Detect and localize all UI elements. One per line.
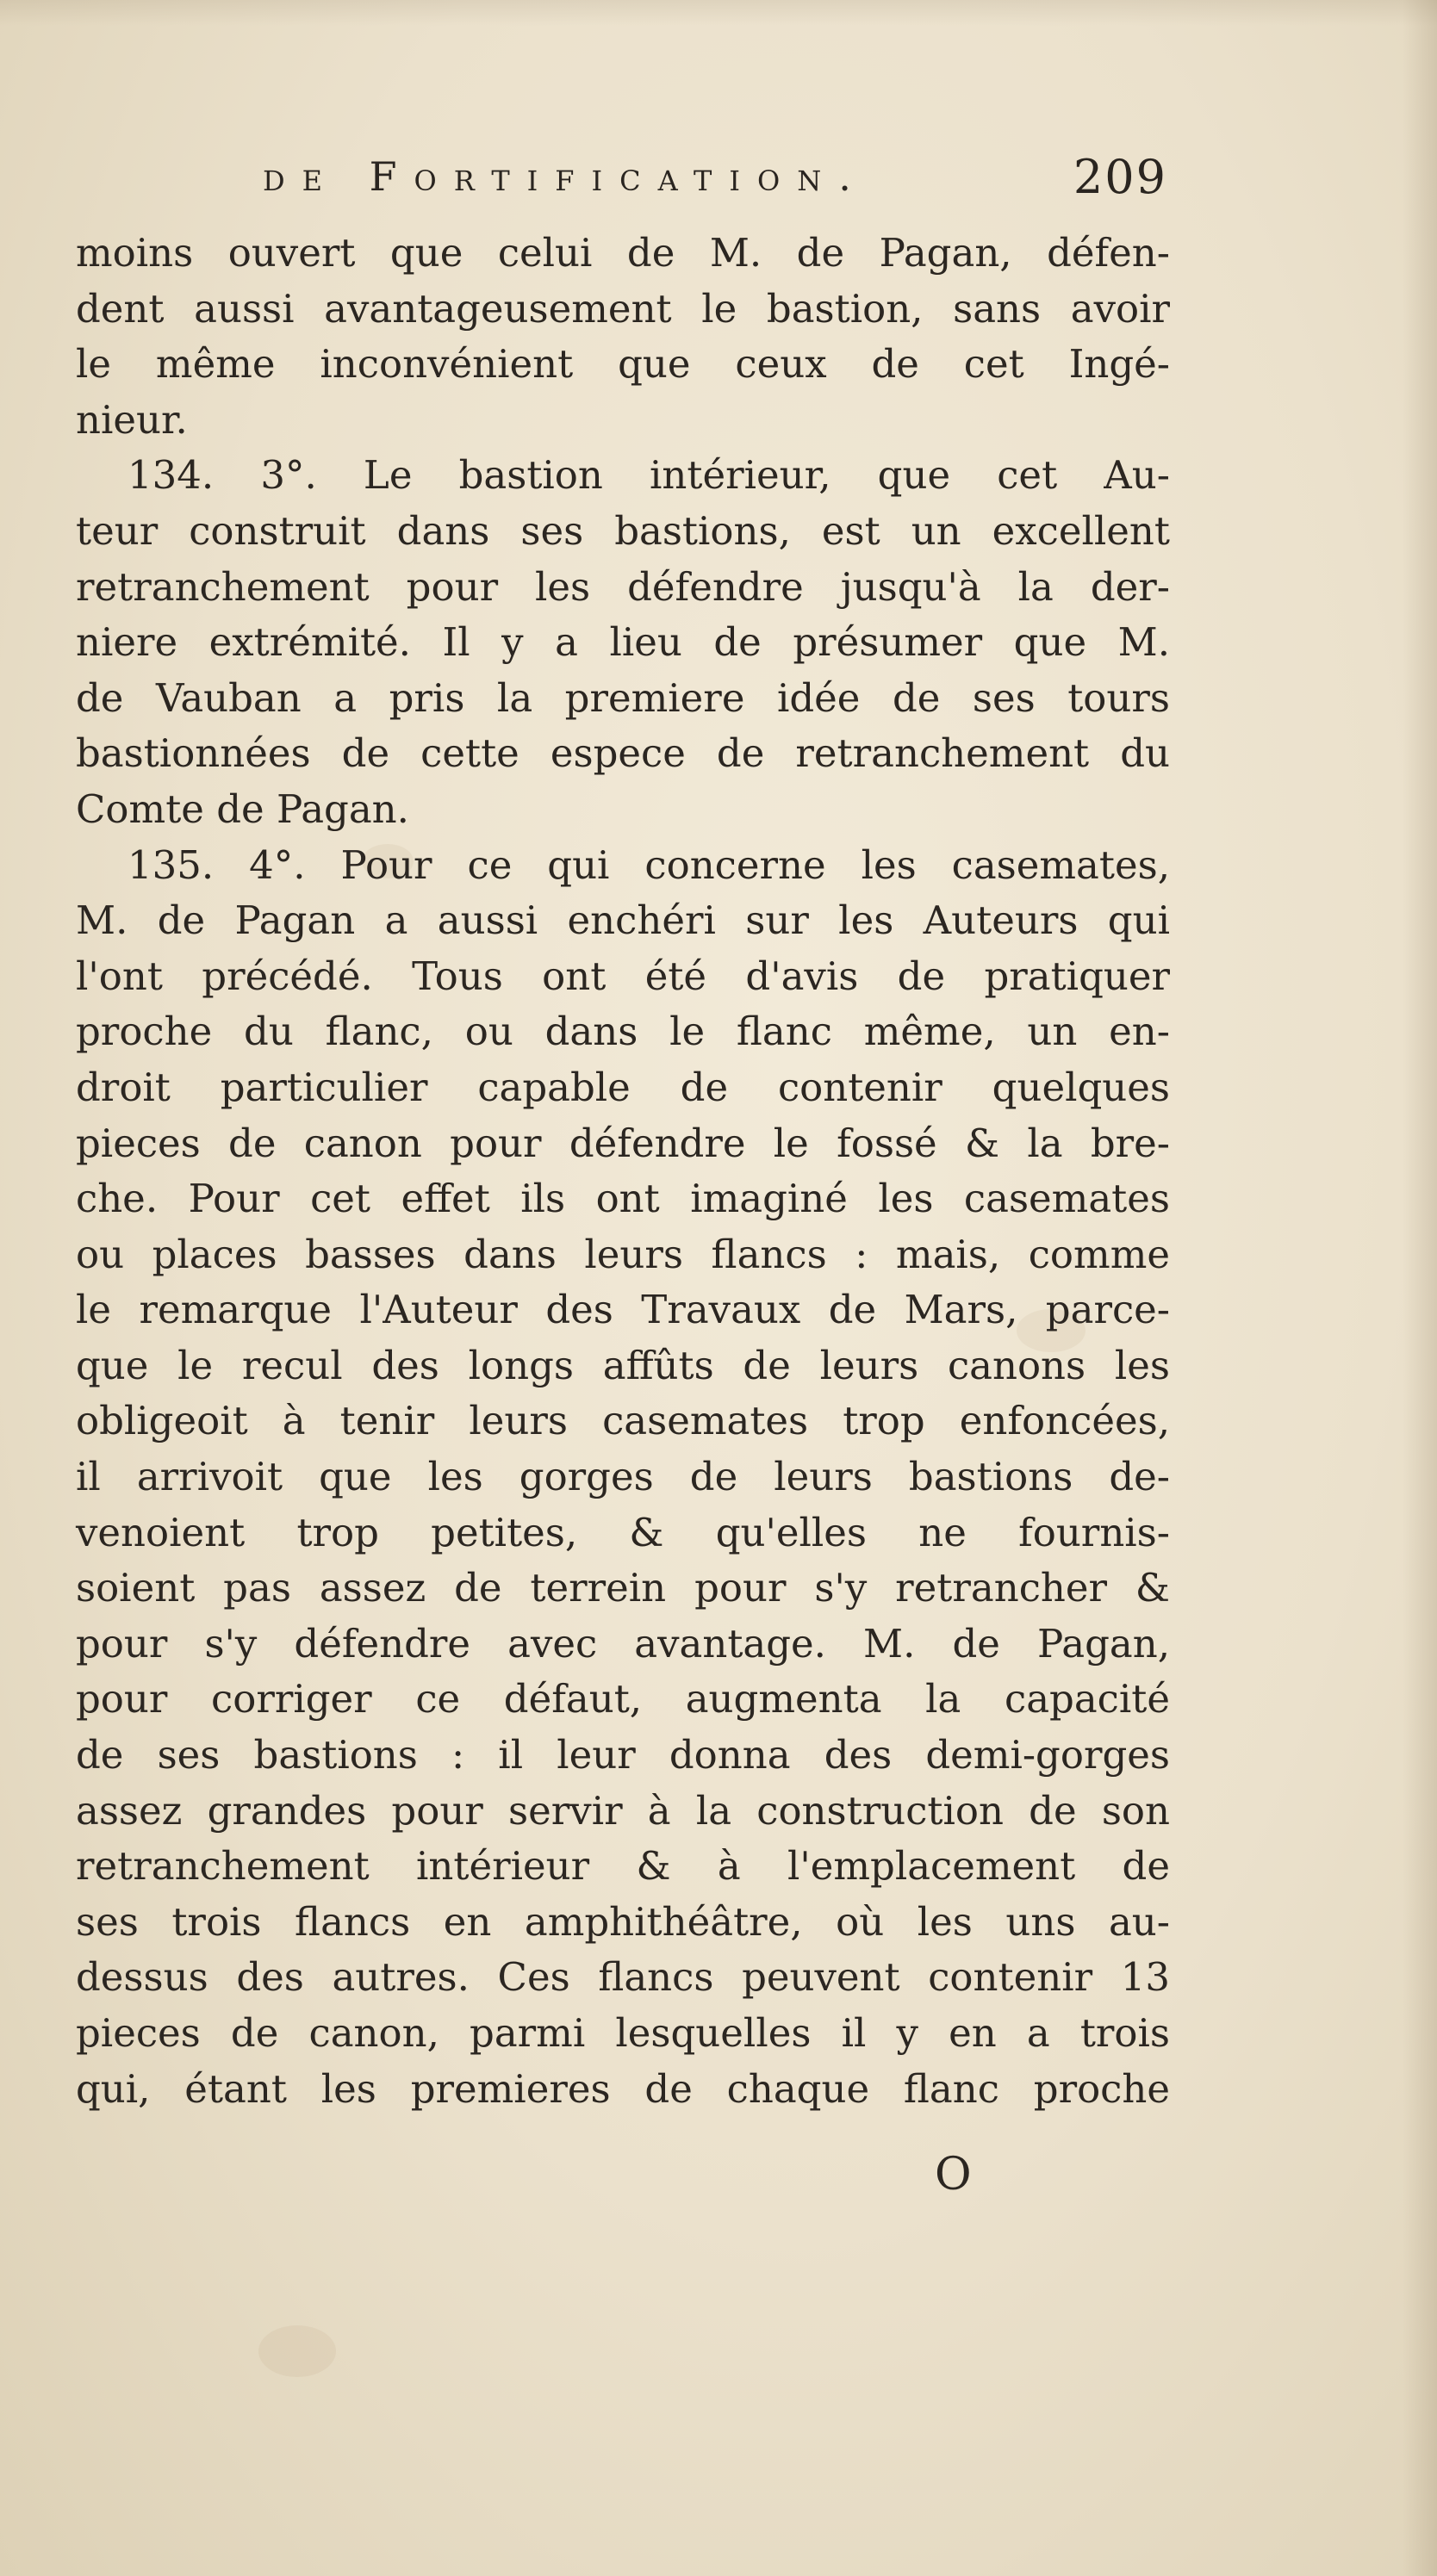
signature-mark: O [935, 2149, 972, 2200]
text-line: nieur. [76, 396, 188, 443]
paragraph-134-start: 134. 3°. Le bastion intérieur, que cet Au- [128, 452, 1170, 499]
page-number: 209 [1073, 150, 1167, 204]
text-line: qui, étant les premieres de chaque flanc proche [76, 2065, 1170, 2112]
text-line: che. Pour cet effet ils ont imaginé les casemates [76, 1176, 1170, 1222]
text-line: de Vauban a pris la premiere idée de ses tours [76, 674, 1170, 721]
text-line: teur construit dans ses bastions, est un excellent [76, 507, 1170, 554]
text-line: dent aussi avantageusement le bastion, sans avoir [76, 285, 1170, 332]
text-line: que le recul des longs affûts de leurs canons les [76, 1342, 1170, 1388]
text-line: Comte de Pagan. [76, 785, 409, 832]
text-line: retranchement intérieur & à l'emplacement de [76, 1843, 1170, 1890]
text-line: retranchement pour les défendre jusqu'à la der- [76, 563, 1170, 610]
text-line: ou places basses dans leurs flancs : mais, comme [76, 1231, 1170, 1277]
text-line: bastionnées de cette espece de retranchement du [76, 730, 1170, 777]
text-line: de ses bastions : il leur donna des demi-gorges [76, 1732, 1170, 1778]
text-line: droit particulier capable de contenir quelques [76, 1064, 1170, 1110]
text-line: il arrivoit que les gorges de leurs bastions de- [76, 1454, 1170, 1500]
text-line: moins ouvert que celui de M. de Pagan, défen- [76, 230, 1170, 276]
paper-stain [258, 2325, 336, 2377]
running-title: de Fortification. [263, 153, 868, 200]
text-line: l'ont précédé. Tous ont été d'avis de pratiquer [76, 953, 1170, 999]
running-header [263, 150, 1167, 214]
text-line: venoient trop petites, & qu'elles ne fournis- [76, 1509, 1170, 1555]
text-line: pour corriger ce défaut, augmenta la capacité [76, 1676, 1170, 1723]
text-line: ses trois flancs en amphithéâtre, où les uns au- [76, 1898, 1170, 1945]
text-line: le même inconvénient que ceux de cet Ingé- [76, 341, 1170, 388]
text-line: pour s'y défendre avec avantage. M. de Pagan, [76, 1620, 1170, 1667]
text-line: M. de Pagan a aussi enchéri sur les Auteurs qui [76, 897, 1170, 944]
text-line: dessus des autres. Ces flancs peuvent contenir 13 [76, 1954, 1170, 2001]
paragraph-135-start: 135. 4°. Pour ce qui concerne les casemates, [128, 841, 1170, 888]
text-line: proche du flanc, ou dans le flanc même, un en- [76, 1009, 1170, 1055]
text-line: assez grandes pour servir à la construction de son [76, 1787, 1170, 1834]
text-line: pieces de canon, parmi lesquelles il y en a trois [76, 2010, 1170, 2056]
page-top-shadow [0, 0, 1437, 26]
text-line: soient pas assez de terrein pour s'y retrancher & [76, 1565, 1170, 1611]
text-line: le remarque l'Auteur des Travaux de Mars, parce- [76, 1287, 1170, 1333]
text-line: pieces de canon pour défendre le fossé & la bre- [76, 1120, 1170, 1166]
page-gutter-shadow [1403, 0, 1437, 2576]
text-line: niere extrémité. Il y a lieu de présumer que M. [76, 619, 1170, 666]
body-text [76, 226, 1170, 2117]
text-line: obligeoit à tenir leurs casemates trop enfoncées, [76, 1398, 1170, 1444]
